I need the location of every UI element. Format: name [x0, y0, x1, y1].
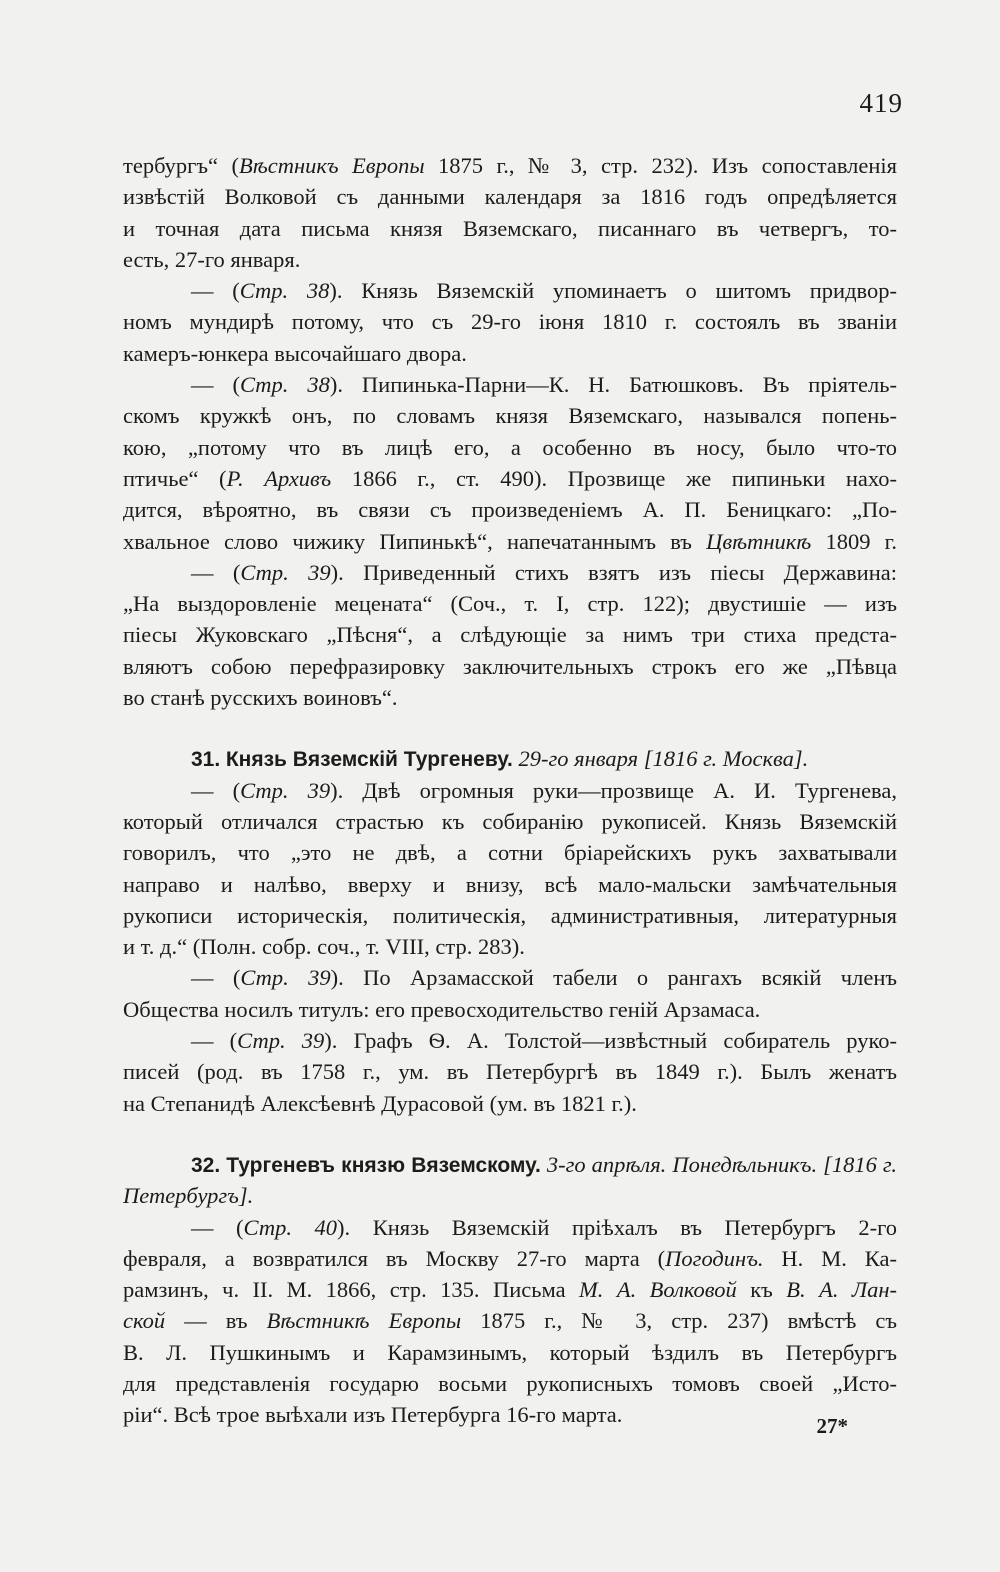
text-line: — (Стр. 39). По Арзамасской табели о рангахъ всякій членъ — [191, 965, 897, 991]
paragraph — [123, 275, 897, 369]
paragraph — [123, 1212, 897, 1431]
text-line: — (Стр. 39). Приведенный стихъ взятъ изъ піесы Державина: — [191, 559, 897, 585]
text-line: рукописи историческія, политическія, административныя, литературныя — [123, 902, 897, 928]
text-line: и точная дата письма князя Вяземскаго, писаннаго въ четвергъ, то- — [123, 215, 897, 241]
paragraph — [123, 369, 897, 557]
text-line: во станѣ русскихъ воиновъ“. — [123, 685, 398, 711]
text-line: Общества носилъ титулъ: его превосходительство геній Арзамаса. — [123, 996, 761, 1022]
text-line: говорилъ, что „это не двѣ, а сотни бріарейскихъ рукъ захватывали — [123, 840, 897, 866]
signature-mark: 27* — [816, 1414, 848, 1438]
text-line: на Степанидѣ Алексѣевнѣ Дурасовой (ум. въ 1821 г.). — [123, 1090, 637, 1116]
text-line: „На выздоровленіе мецената“ (Соч., т. I, стр. 122); двустишіе — изъ — [123, 591, 897, 617]
text-line: который отличался страстью къ собиранію рукописей. Князь Вяземскій — [123, 808, 897, 834]
paragraph — [123, 775, 897, 963]
text-line: — (Стр. 39). Графъ Ѳ. А. Толстой—извѣстный собиратель руко- — [191, 1028, 897, 1054]
letter-heading-31: 31. Князь Вяземскій Тургеневу. 29-го января [1816 г. Москва]. — [191, 746, 809, 772]
paragraph — [123, 557, 897, 713]
text-line: кою, „потому что въ лицѣ его, а особенно въ носу, было что-то — [123, 434, 897, 460]
text-line: есть, 27-го января. — [123, 246, 301, 272]
section-gap — [123, 713, 897, 743]
text-line: хвальное слово чижику Пипинькѣ“, напечатаннымъ въ Цвѣтникѣ 1809 г. — [123, 528, 897, 554]
text-line: тербургъ“ (Вѣстникъ Европы 1875 г., № 3, стр. 232). Изъ сопоставленія — [123, 153, 897, 178]
text-line: — (Стр. 38). Князь Вяземскій упоминаетъ о шитомъ придвор- — [191, 278, 897, 304]
text-line: писей (род. въ 1758 г., ум. въ Петербургѣ въ 1849 г.). Былъ женатъ — [123, 1059, 897, 1085]
text-line: для представленія государю восьми рукописныхъ томовъ своей „Исто- — [123, 1370, 897, 1396]
text-line: направо и налѣво, вверху и внизу, всѣ мало-мальски замѣчательныя — [123, 871, 897, 897]
paragraph — [123, 150, 897, 275]
text-line: — (Стр. 40). Князь Вяземскій пріѣхалъ въ Петербургъ 2-го — [191, 1214, 897, 1240]
text-line: птичье“ (Р. Архивъ 1866 г., ст. 490). Прозвище же пипиньки нахо- — [123, 465, 897, 491]
section-gap — [123, 1119, 897, 1149]
text-line: — (Стр. 38). Пипинька-Парни—К. Н. Батюшковъ. Въ пріятель- — [191, 372, 897, 398]
text-line: рамзинъ, ч. II. М. 1866, стр. 135. Письма М. А. Волковой къ В. А. Лан- — [123, 1277, 897, 1303]
text-line: дится, вѣроятно, въ связи съ произведеніемъ А. П. Беницкаго: „По- — [123, 497, 897, 523]
text-line: ріи“. Всѣ трое выѣхали изъ Петербурга 16-го марта. — [123, 1402, 623, 1428]
text-body — [123, 150, 897, 1431]
paragraph — [123, 962, 897, 1025]
text-line: ской — въ Вѣстникѣ Европы 1875 г., № 3, стр. 237) вмѣстѣ съ — [123, 1308, 897, 1334]
text-line: вляютъ собою перефразировку заключительныхъ строкъ его же „Пѣвца — [123, 653, 897, 679]
paragraph — [123, 1025, 897, 1119]
text-line: камеръ-юнкера высочайшаго двора. — [123, 340, 467, 366]
text-line: В. Л. Пушкинымъ и Карамзинымъ, который ѣздилъ въ Петербургъ — [123, 1339, 897, 1365]
text-line: піесы Жуковскаго „Пѣсня“, а слѣдующіе за нимъ три стиха предста- — [123, 622, 897, 648]
letter-heading-32: 32. Тургеневъ князю Вяземскому. 3-го апрѣля. Понедѣльникъ. [1816 г. — [191, 1151, 897, 1177]
page-number: 419 — [859, 88, 903, 118]
text-line: и т. д.“ (Полн. собр. соч., т. VIII, стр. 283). — [123, 934, 525, 960]
text-line: номъ мундирѣ потому, что съ 29-го іюня 1810 г. состоялъ въ званіи — [123, 309, 897, 335]
text-line: скомъ кружкѣ онъ, по словамъ князя Вяземскаго, назывался попень- — [123, 403, 897, 429]
text-line: — (Стр. 39). Двѣ огромныя руки—прозвище А. И. Тургенева, — [191, 777, 897, 803]
text-line: извѣстій Волковой съ данными календаря за 1816 годъ опредѣляется — [123, 184, 897, 210]
letter-heading-32-cont: Петербургъ]. — [123, 1183, 254, 1209]
text-line: февраля, а возвратился въ Москву 27-го марта (Погодинъ. Н. М. Ка- — [123, 1245, 897, 1271]
